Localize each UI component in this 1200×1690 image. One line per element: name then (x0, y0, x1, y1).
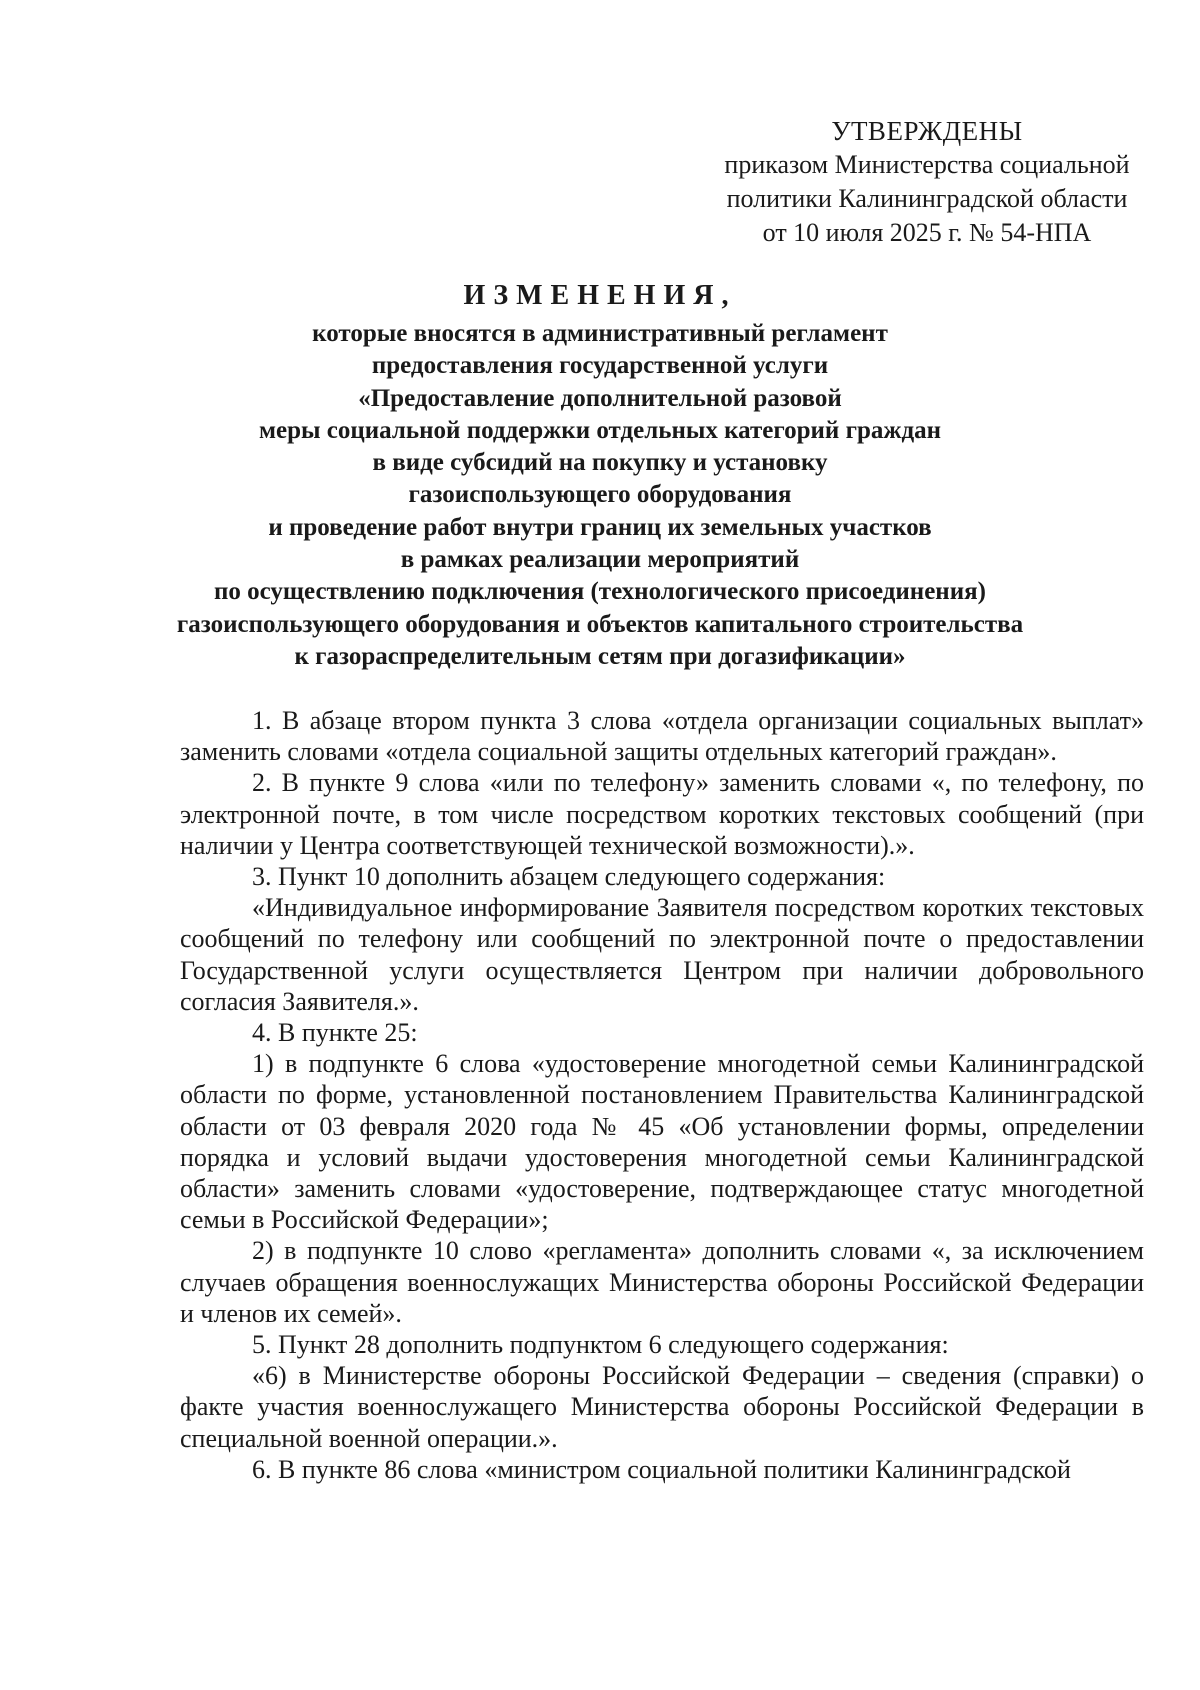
approval-line: политики Калининградской области (726, 184, 1128, 213)
document-body (180, 705, 1144, 1485)
approval-heading: УТВЕРЖДЕНЫ (831, 116, 1023, 146)
approval-stamp (712, 114, 1142, 250)
paragraph-4: 4. В пункте 25: (252, 1018, 418, 1048)
subtitle-line: газоиспользующего оборудования и объектов капитального строительства (176, 610, 1024, 638)
subtitle-line: к газораспределительным сетям при догазификации» (294, 642, 906, 670)
approval-line: приказом Министерства социальной (724, 150, 1130, 179)
paragraph-3: 3. Пункт 10 дополнить абзацем следующего содержания: (252, 862, 886, 892)
title-main: ИЗМЕНЕНИЯ, (463, 280, 737, 311)
subtitle-line: предоставления государственной услуги (371, 352, 829, 380)
document-title (150, 276, 1050, 673)
subtitle-line: по осуществлению подключения (технологического присоединения) (214, 578, 986, 606)
approval-line: от 10 июля 2025 г. № 54-НПА (762, 218, 1092, 247)
subtitle-line: меры социальной поддержки отдельных категорий граждан (258, 416, 942, 444)
subtitle-line: в рамках реализации мероприятий (400, 546, 800, 574)
subtitle-line: газоиспользующего оборудования (408, 481, 792, 509)
paragraph-4-sub-1: 1) в подпункте 6 слова «удостоверение многодетной семьи Калининградской области по форме, установленной постановлением Правительства Калининградской области от 03 февраля 2020 года № 45 «Об установлении формы, определении порядка и условий выдачи удостоверения многодетной семьи Калининградской области» заменить словами «удостоверение, подтверждающее статус многодетной семьи в Российской Федерации»; (180, 1049, 1144, 1235)
paragraph-4-sub-2: 2) в подпункте 10 слово «регламента» дополнить словами «, за исключением случаев обращения военнослужащих Министерства обороны Российской Федерации и членов их семей». (180, 1236, 1144, 1328)
paragraph-5-quote: «6) в Министерстве обороны Российской Федерации – сведения (справки) о факте участия военнослужащего Министерства обороны Российской Федерации в специальной военной операции.». (180, 1361, 1144, 1453)
subtitle-line: «Предоставление дополнительной разовой (358, 384, 842, 412)
paragraph-3-quote: «Индивидуальное информирование Заявителя посредством коротких текстовых сообщений по телефону или сообщений по электронной почте о предоставлении Государственной услуги осуществляется Центром при наличии добровольного согласия Заявителя.». (180, 893, 1144, 1016)
paragraph-6: 6. В пункте 86 слова «министром социальной политики Калининградской (252, 1454, 1071, 1484)
paragraph-5: 5. Пункт 28 дополнить подпунктом 6 следующего содержания: (252, 1330, 949, 1360)
paragraph-2: 2. В пункте 9 слова «или по телефону» заменить словами «, по телефону, по электронной почте, в том числе посредством коротких текстовых сообщений (при наличии у Центра соответствующей технической возможности).». (180, 768, 1144, 860)
subtitle-line: которые вносятся в административный регламент (312, 320, 888, 347)
subtitle-line: в виде субсидий на покупку и установку (372, 449, 828, 477)
paragraph-1: 1. В абзаце втором пункта 3 слова «отдела организации социальных выплат» заменить словами «отдела социальной защиты отдельных категорий граждан». (180, 706, 1144, 767)
subtitle-line: и проведение работ внутри границ их земельных участков (268, 513, 932, 541)
